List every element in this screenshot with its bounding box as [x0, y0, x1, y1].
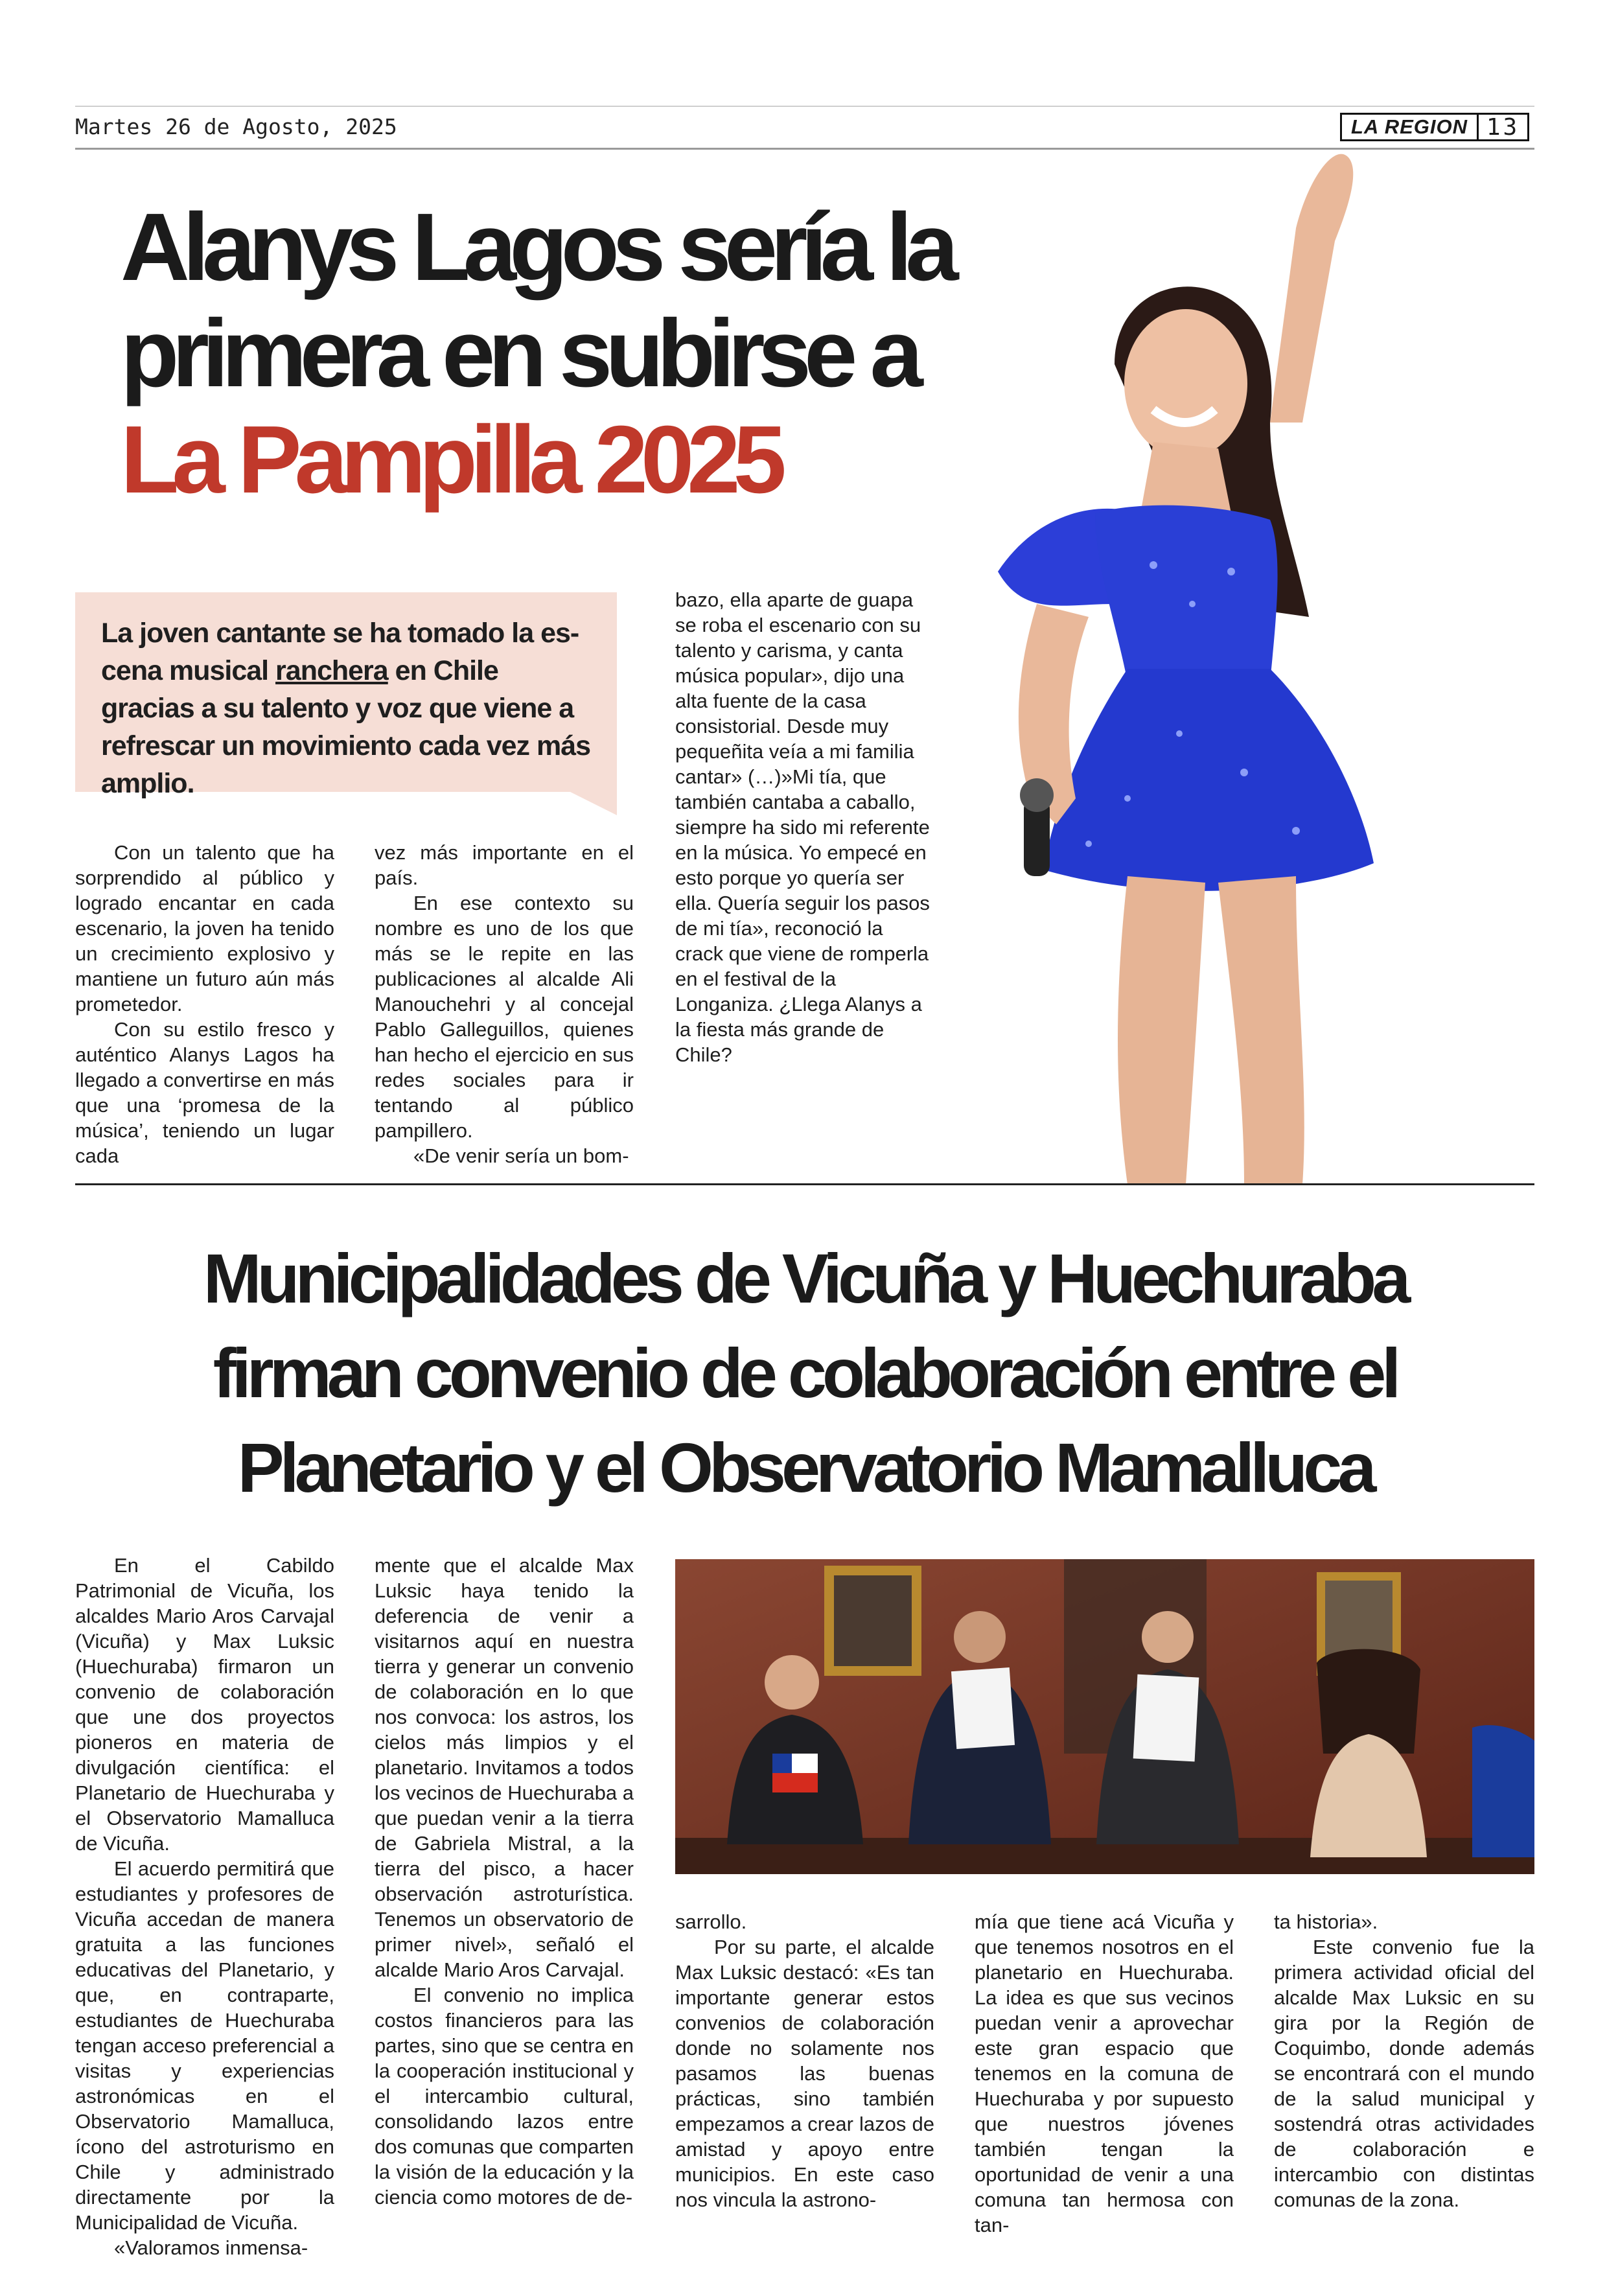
chile-flag-icon [772, 1754, 818, 1792]
lead-underlined-word: ranchera [275, 655, 388, 686]
lead-text-start: La joven cantante se ha tomado la es-cena musical [101, 618, 579, 686]
face [1124, 309, 1247, 458]
headline-line: Alanys Lagos sería la [121, 194, 952, 301]
signed-document [1133, 1675, 1199, 1762]
signing-photo [675, 1559, 1534, 1874]
headline-line: firman convenio de colaboración entre el [213, 1334, 1397, 1412]
paragraph: En ese contexto su nombre es uno de los que más se le repite en las publicaciones al alcalde Ali Manouchehri y al concejal Pablo Galleguillos, quienes han hecho el ejercicio en sus redes sociales para ir tentando al público pampillero. [375, 892, 634, 1142]
singer-photo [881, 150, 1542, 1185]
article2-column-5 [1274, 1909, 1534, 2212]
paragraph: Por su parte, el alcalde Max Luksic destacó: «Es tan importante generar estos convenios de colaboración donde no solamente nos pasamos las buenas prácticas, sino también empezamos a crear lazos de amistad y apoyo entre municipios. En este caso nos vincula la astrono- [675, 1936, 934, 2211]
paragraph: ta historia». [1274, 1910, 1378, 1933]
paragraph: «Valoramos inmensa- [114, 2236, 308, 2259]
article1-headline [121, 194, 963, 513]
paragraph: mente que el alcalde Max Luksic haya tenido la deferencia de venir a visitarnos aquí en nuestra tierra y generar un convenio de colaboración en lo que nos convoca: los astros, los cielos más limpios y el planetario. Invitamos a todos los vecinos de Huechuraba a que puedan venir a la tierra de Gabriela Mistral, a la tierra del pisco, a hacer observación astroturística. Tenemos un observatorio de primer nivel», señaló el alcalde Mario Aros Carvajal. [375, 1554, 634, 1981]
lead-text [101, 614, 591, 802]
headline-line: primera en subirse a [121, 300, 916, 407]
article2-column-3 [675, 1909, 934, 2212]
paragraph: Con su estilo fresco y auténtico Alanys Lagos ha llegado a convertirse en más que una ‘promesa de la música’, teniendo un lugar cada [75, 1018, 334, 1167]
paragraph: sarrollo. [675, 1910, 747, 1933]
paragraph: El acuerdo permitirá que estudiantes y profesores de Vicuña accedan de manera gratuita a las funciones educativas del Planetario, y que, en contraparte, estudiantes de Huechuraba tengan acceso preferencial a visitas y experiencias astronómicas en el Observatorio Mamalluca, ícono del astroturismo en Chile y administrado directamente por la Municipalidad de Vicuña. [75, 1857, 334, 2234]
paragraph: El convenio no implica costos financieros para las partes, sino que se centra en la cooperación institucional y el intercambio cultural, consolidando lazos entre dos comunas que comparten la visión de la educación y la ciencia como motores de de- [375, 1984, 634, 2209]
paragraph: mía que tiene acá Vicuña y que tenemos nosotros en el planetario en Huechuraba. La idea es que sus vecinos puedan venir a aprovechar este gran espacio que tenemos en la comuna de Huechuraba y por supuesto que nuestros jóvenes también tengan la oportunidad de venir a una comuna tan hermosa con tan- [975, 1910, 1234, 2236]
header-rule-bottom [75, 148, 1534, 150]
page-number: 13 [1479, 113, 1529, 141]
lead-box-tail [570, 792, 617, 815]
article1-column-1 [75, 840, 334, 1168]
regional-flag-icon [1472, 1725, 1534, 1857]
paragraph: En el Cabildo Patrimonial de Vicuña, los alcaldes Mario Aros Carvajal (Vicuña) y Max Luksic (Huechuraba) firmaron un convenio de colaboración que une dos proyectos pioneros en materia de divulgación científica: el Planetario de Huechuraba y el Observatorio Mamalluca de Vicuña. [75, 1554, 334, 1855]
paragraph: Este convenio fue la primera actividad oficial del alcalde Max Luksic en su gira por la Región de Coquimbo, donde además se encontrará con el mundo de la salud municipal y sostendrá otras actividades de colaboración e intercambio con distintas comunas de la zona. [1274, 1936, 1534, 2211]
signed-document [951, 1667, 1015, 1749]
headline-red-line: La Pampilla 2025 [121, 406, 780, 513]
dress-skirt [1043, 669, 1374, 891]
dress-bodice [1095, 505, 1278, 682]
section-divider [75, 1183, 1534, 1185]
article1-column-3 [675, 587, 934, 1067]
paragraph: Con un talento que ha sorprendido al público y logrado encantar en cada escenario, la joven ha tenido un crecimiento explosivo y mantiene un futuro aún más prometedor. [75, 841, 334, 1015]
paragraph: vez más importante en el país. [375, 841, 634, 889]
article2-headline [75, 1231, 1534, 1515]
article2-column-1 [75, 1553, 334, 2260]
headline-line: Municipalidades de Vicuña y Huechuraba [203, 1239, 1407, 1317]
article2-column-2 [375, 1553, 634, 2210]
header-rule-top [75, 106, 1534, 107]
publication-date: Martes 26 de Agosto, 2025 [75, 114, 397, 139]
headline-line: Planetario y el Observatorio Mamalluca [237, 1428, 1372, 1507]
article1-column-2 [375, 840, 634, 1168]
raised-arm [1270, 154, 1353, 423]
paragraph: bazo, ella aparte de guapa se roba el escenario con su talento y carisma, y canta música popular», dijo una alta fuente de la casa consistorial. Desde muy pequeñita veía a mi familia cantar» (…)»Mi tía, que también cantaba a caballo, siempre ha sido mi referente en la música. Yo empecé en esto porque yo quería ser ella. Quería seguir los pasos de mi tía», reconoció la crack que viene de romperla en el festival de la Longaniza. ¿Llega Alanys a la fiesta más grande de Chile? [675, 588, 930, 1066]
paragraph: «De venir sería un bom- [413, 1144, 629, 1167]
lead-text-end: en Chile gracias a su talento y voz que viene a refrescar un movimiento cada vez más amplio. [101, 655, 591, 799]
article2-column-4 [975, 1909, 1234, 2238]
newspaper-logo: LA REGION [1340, 113, 1479, 141]
lead-box [75, 592, 617, 799]
